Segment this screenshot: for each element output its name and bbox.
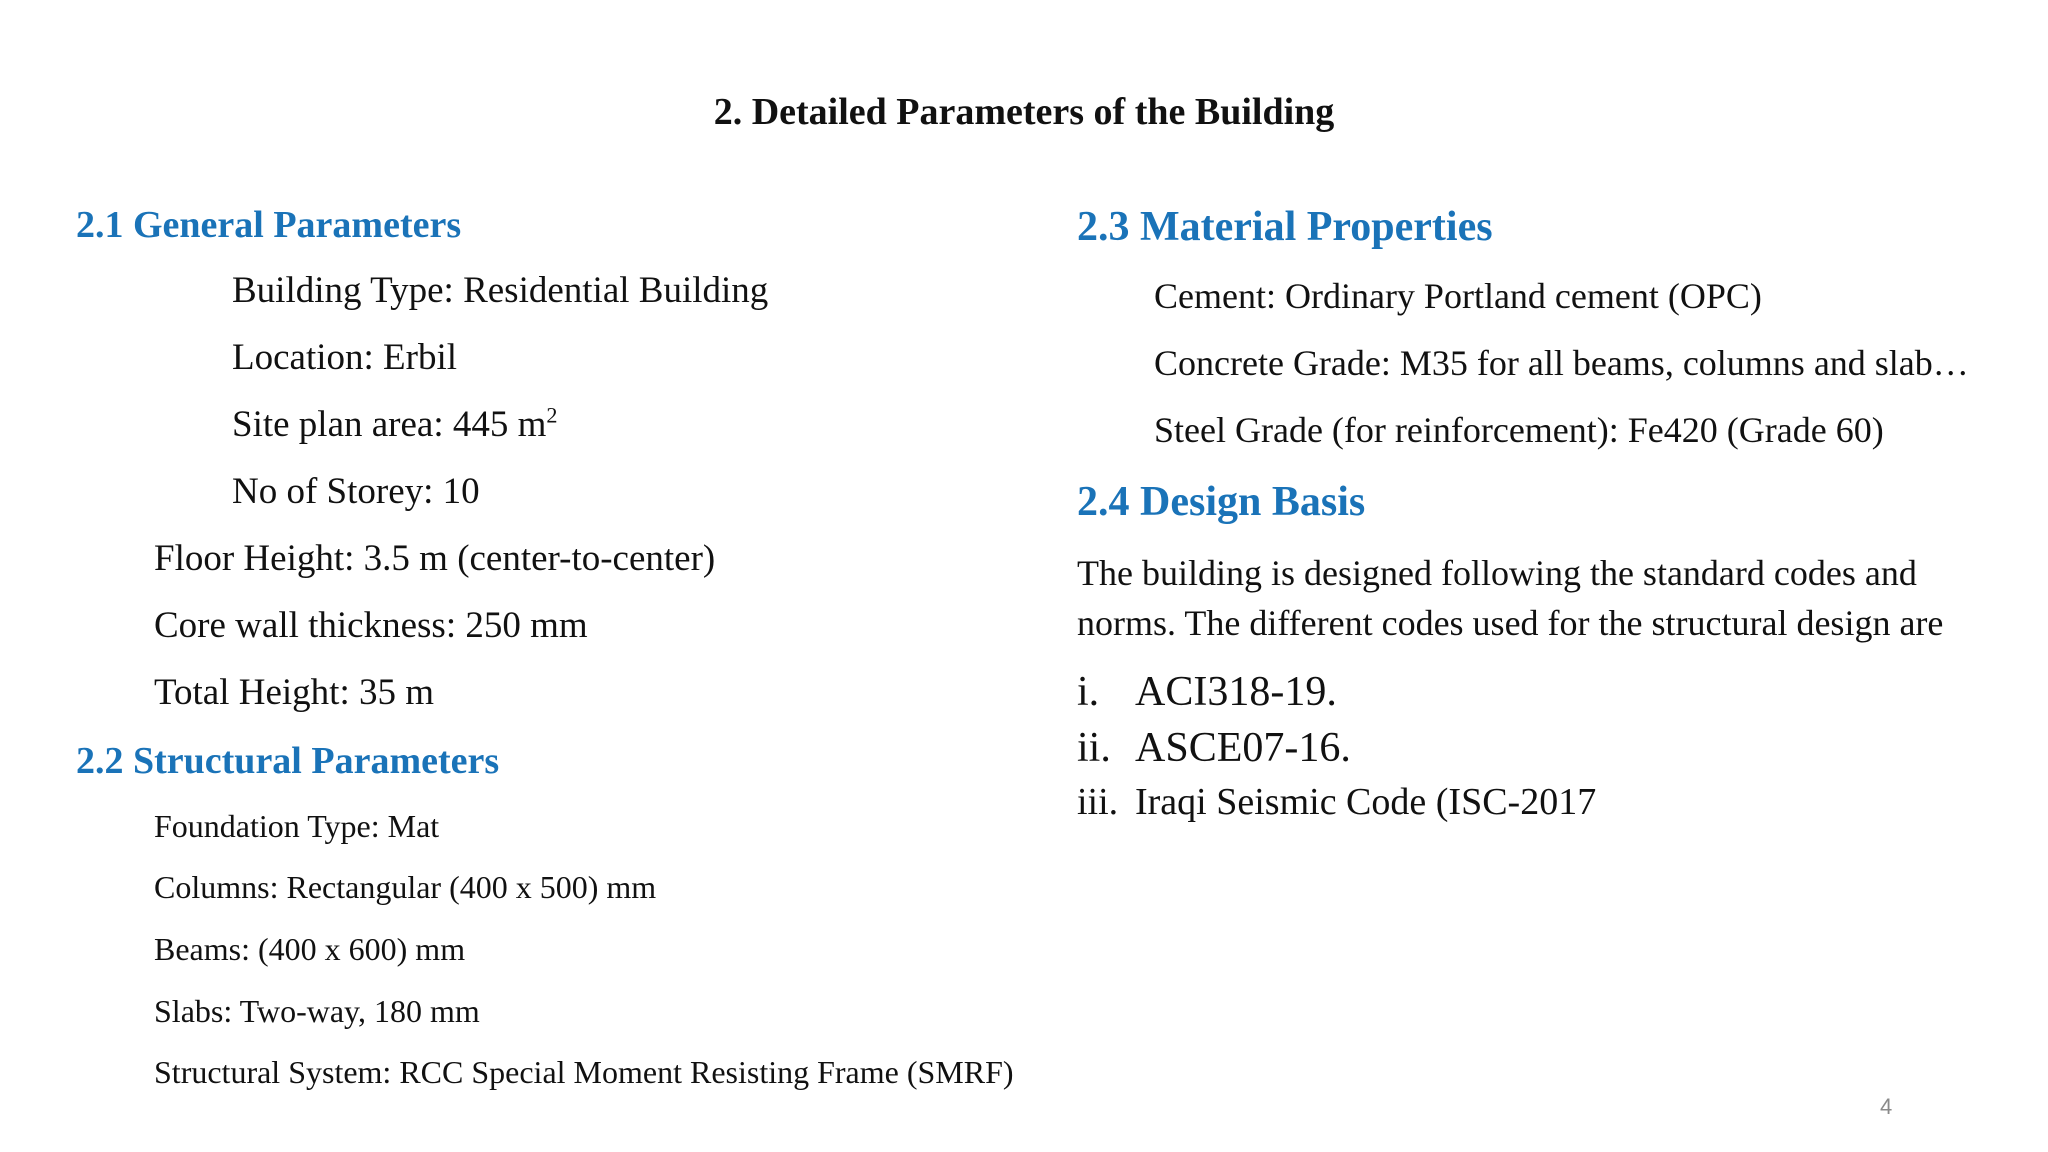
storey-count-text: No of Storey: 10 — [232, 471, 480, 512]
beams-text: Beams: (400 x 600) mm — [154, 931, 466, 967]
slide-title: 2. Detailed Parameters of the Building — [713, 91, 1335, 133]
code-list-item — [1077, 666, 1337, 718]
design-basis-paragraph-line-2: norms. The different codes used for the structural design are — [1077, 603, 1944, 643]
code-list-text: Iraqi Seismic Code (ISC-2017 — [1135, 781, 1597, 823]
site-plan-area-value: Site plan area: 445 m — [232, 404, 547, 445]
core-wall-thickness-text: Core wall thickness: 250 mm — [154, 605, 588, 646]
site-plan-area-text — [232, 402, 558, 448]
slabs-text: Slabs: Two-way, 180 mm — [154, 993, 480, 1029]
floor-height-text: Floor Height: 3.5 m (center-to-center) — [154, 538, 716, 579]
code-list-number: iii. — [1077, 781, 1119, 823]
cement-text: Cement: Ordinary Portland cement (OPC) — [1154, 276, 1762, 316]
code-list-item — [1077, 778, 1596, 826]
code-list-item — [1077, 722, 1351, 774]
design-basis-heading: 2.4 Design Basis — [1077, 479, 1366, 525]
code-list-number: i. — [1077, 669, 1100, 715]
steel-grade-text: Steel Grade (for reinforcement): Fe420 (Grade 60) — [1154, 410, 1884, 450]
structural-system-text: Structural System: RCC Special Moment Resisting Frame (SMRF) — [154, 1054, 1014, 1090]
code-list-text: ASCE07-16. — [1135, 725, 1351, 771]
foundation-type-text: Foundation Type: Mat — [154, 808, 440, 844]
code-list-number: ii. — [1077, 725, 1111, 771]
page-number: 4 — [1880, 1094, 1893, 1119]
general-parameters-heading: 2.1 General Parameters — [76, 204, 462, 246]
building-type-text: Building Type: Residential Building — [232, 270, 769, 311]
columns-text: Columns: Rectangular (400 x 500) mm — [154, 869, 657, 905]
design-basis-paragraph-line-1: The building is designed following the standard codes and — [1077, 553, 1917, 593]
concrete-grade-text: Concrete Grade: M35 for all beams, columns and slab… — [1154, 343, 1969, 383]
location-text: Location: Erbil — [232, 337, 458, 378]
structural-parameters-heading: 2.2 Structural Parameters — [76, 740, 500, 782]
material-properties-heading: 2.3 Material Properties — [1077, 204, 1493, 250]
site-plan-area-unit-exponent: 2 — [546, 402, 558, 428]
code-list-text: ACI318-19. — [1135, 669, 1337, 715]
total-height-text: Total Height: 35 m — [154, 672, 435, 713]
